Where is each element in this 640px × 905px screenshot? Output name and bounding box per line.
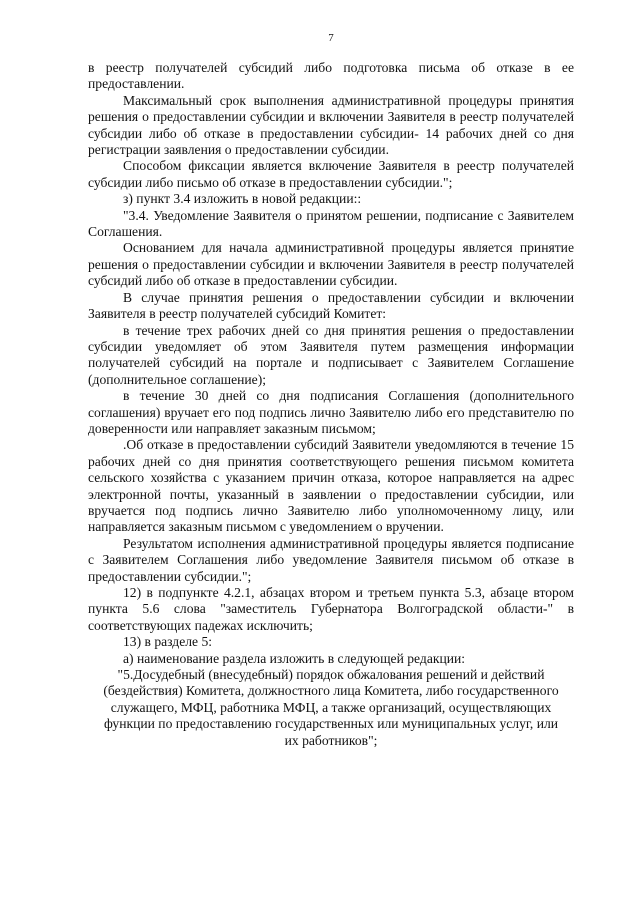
paragraph-refusal-notice: .Об отказе в предоставлении субсидий Заявители уведомляются в течение 15 рабочих дней со дня принятия соответствующего решения письмом комитета сельского хозяйства с указанием причин отказа, которое направляется на адрес электронной почты, указанный в заявлении о предоставлении субсидии, или вручается под подпись лично Заявителю либо уполномоченному лицу, или направляется заказным письмом с уведомлением о вручении.: [88, 437, 574, 535]
page-number: 7: [328, 32, 334, 44]
paragraph-item-a: а) наименование раздела изложить в следующей редакции:: [123, 650, 466, 666]
paragraph-item-12: 12) в подпункте 4.2.1, абзацах втором и третьем пункта 5.3, абзаце втором пункта 5.6 слова "заместитель Губернатора Волгоградской области-" в соответствующих падежах исключить;: [88, 585, 574, 633]
paragraph-item-13: 13) в разделе 5:: [123, 634, 213, 650]
paragraph-max-duration: Максимальный срок выполнения административной процедуры принятия решения о предоставлении субсидии и включении Заявителя в реестр получателей субсидии либо об отказе в предоставлении субсидии- 14 рабочих дней со дня регистрации заявления о предоставлении субсидии.: [88, 92, 574, 158]
paragraph-section-3-4: "3.4. Уведомление Заявителя о принятом решении, подписание с Заявителем Соглашения.: [88, 207, 574, 240]
paragraph-fixation-method: Способом фиксации является включение Заявителя в реестр получателей субсидии либо письмо об отказе в предоставлении субсидии.";: [88, 158, 574, 190]
paragraph-three-days: в течение трех рабочих дней со дня принятия решения о предоставлении субсидии уведомляет об этом Заявителя путем размещения информации получателей субсидий на портале и подписывает с Заявителем Соглашение (дополнительное соглашение);: [88, 322, 574, 387]
document-body: [88, 60, 574, 749]
paragraph-item-z: з) пункт 3.4 изложить в новой редакции::: [123, 191, 362, 207]
paragraph-thirty-days: в течение 30 дней со дня подписания Соглашения (дополнительного соглашения) вручает его под подпись лично Заявителю либо его представителю по доверенности или направляет заказным письмом;: [88, 388, 574, 436]
paragraph-registry-continuation: в реестр получателей субсидий либо подготовка письма об отказе в ее предоставлении.: [88, 60, 574, 92]
paragraph-basis: Основанием для начала административной процедуры является принятие решения о предоставлении субсидии и включении Заявителя в реестр получателей субсидий либо об отказе в предоставлении субсидии.: [88, 240, 574, 289]
paragraph-result: Результатом исполнения административной процедуры является подписание с Заявителем Соглашения либо уведомление Заявителя письмом об отказе в предоставлении субсидии.";: [88, 535, 574, 584]
paragraph-case-approval: В случае принятия решения о предоставлении субсидии и включении Заявителя в реестр получателей субсидий Комитет:: [88, 289, 574, 322]
paragraph-section-5-title: "5.Досудебный (внесудебный) порядок обжалования решений и действий (бездействия) Комитета, должностного лица Комитета, либо государственного служащего, МФЦ, работника МФЦ, а также организаций, осуществляющих функции по предоставлению государственных или муниципальных услуг, или их работников";: [103, 667, 559, 748]
